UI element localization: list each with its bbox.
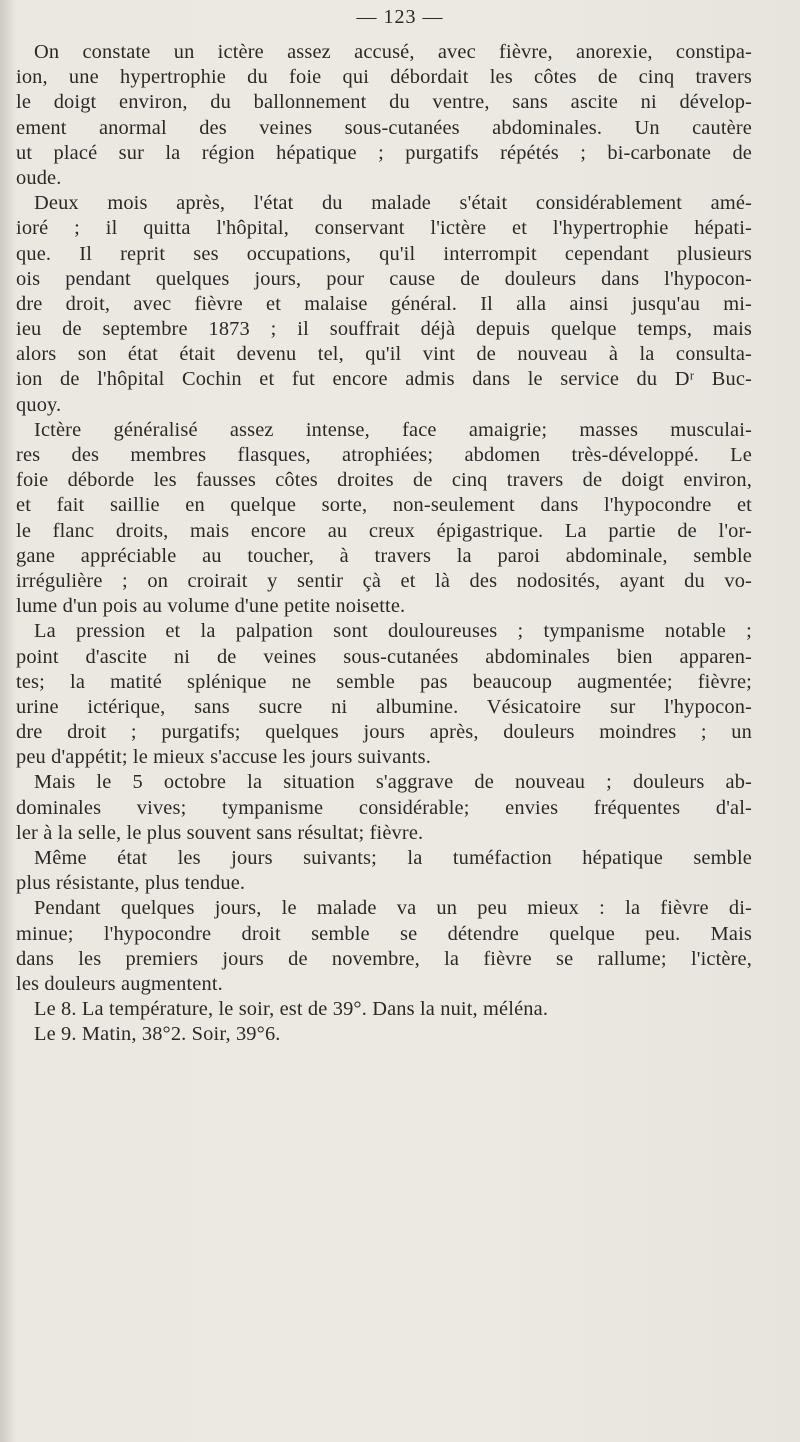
text-line: ion, une hypertrophie du foie qui débordait les côtes de cinq travers — [16, 66, 752, 89]
text-line: Pendant quelques jours, le malade va un peu mieux : la fièvre di- — [34, 897, 752, 920]
text-line: tes; la matité splénique ne semble pas beaucoup augmentée; fièvre; — [16, 670, 752, 693]
text-line: minue; l'hypocondre droit semble se détendre quelque peu. Mais — [16, 922, 752, 945]
text-line: ois pendant quelques jours, pour cause de douleurs dans l'hypocon- — [16, 267, 752, 290]
text-line: les douleurs augmentent. — [16, 972, 223, 995]
text-line: Mais le 5 octobre la situation s'aggrave de nouveau ; douleurs ab- — [34, 771, 752, 794]
text-line: ion de l'hôpital Cochin et fut encore admis dans le service du Dʳ Buc- — [16, 368, 752, 391]
text-line: On constate un ictère assez accusé, avec fièvre, anorexie, constipa- — [34, 41, 752, 63]
text-line: dre droit, avec fièvre et malaise général. Il alla ainsi jusqu'au mi- — [16, 292, 752, 315]
text-line: Le 9. Matin, 38°2. Soir, 39°6. — [34, 1023, 281, 1046]
text-line: le flanc droits, mais encore au creux épigastrique. La partie de l'or- — [16, 519, 752, 542]
text-line: foie déborde les fausses côtes droites de cinq travers de doigt environ, — [16, 469, 752, 492]
text-line: que. Il reprit ses occupations, qu'il interrompit cependant plusieurs — [16, 242, 752, 265]
text-line: et fait saillie en quelque sorte, non-seulement dans l'hypocondre et — [16, 494, 752, 517]
text-line: alors son état était devenu tel, qu'il vint de nouveau à la consulta- — [16, 343, 752, 366]
text-line: peu d'appétit; le mieux s'accuse les jours suivants. — [16, 746, 431, 769]
text-line: ioré ; il quitta l'hôpital, conservant l'ictère et l'hypertrophie hépati- — [16, 217, 752, 240]
text-line: le doigt environ, du ballonnement du ventre, sans ascite ni dévelop- — [16, 91, 752, 114]
text-line: quoy. — [16, 393, 62, 416]
text-line: dominales vives; tympanisme considérable; envies fréquentes d'al- — [16, 796, 752, 819]
text-line: plus résistante, plus tendue. — [16, 872, 246, 895]
text-line: La pression et la palpation sont douloureuses ; tympanisme notable ; — [34, 620, 752, 643]
text-line: Ictère généralisé assez intense, face amaigrie; masses musculai- — [34, 418, 752, 441]
text-line: ler à la selle, le plus souvent sans résultat; fièvre. — [16, 821, 424, 844]
text-line: point d'ascite ni de veines sous-cutanées abdominales bien apparen- — [16, 645, 752, 668]
text-line: res des membres flasques, atrophiées; abdomen très-développé. Le — [16, 444, 752, 466]
text-line: Le 8. La température, le soir, est de 39°. Dans la nuit, méléna. — [34, 998, 549, 1021]
text-line: dre droit ; purgatifs; quelques jours après, douleurs moindres ; un — [16, 721, 752, 744]
text-line: gane appréciable au toucher, à travers la paroi abdominale, semble — [16, 544, 752, 567]
text-line: urine ictérique, sans sucre ni albumine. Vésicatoire sur l'hypocon- — [16, 695, 752, 718]
text-line: ut placé sur la région hépatique ; purgatifs répétés ; bi-carbonate de — [16, 141, 752, 164]
text-line: lume d'un pois au volume d'une petite noisette. — [16, 595, 406, 618]
page-number: — 123 — — [356, 6, 444, 28]
text-line: oude. — [16, 166, 62, 189]
text-line: Deux mois après, l'état du malade s'était considérablement amé- — [34, 192, 752, 215]
text-line: irrégulière ; on croirait y sentir çà et là des nodosités, ayant du vo- — [16, 569, 752, 592]
body-text — [0, 40, 752, 1048]
text-line: Même état les jours suivants; la tuméfaction hépatique semble — [34, 847, 752, 869]
text-line: ement anormal des veines sous-cutanées abdominales. Un cautère — [16, 116, 752, 139]
text-line: ieu de septembre 1873 ; il souffrait déjà depuis quelque temps, mais — [16, 318, 752, 341]
text-line: dans les premiers jours de novembre, la fièvre se rallume; l'ictère, — [16, 947, 752, 970]
